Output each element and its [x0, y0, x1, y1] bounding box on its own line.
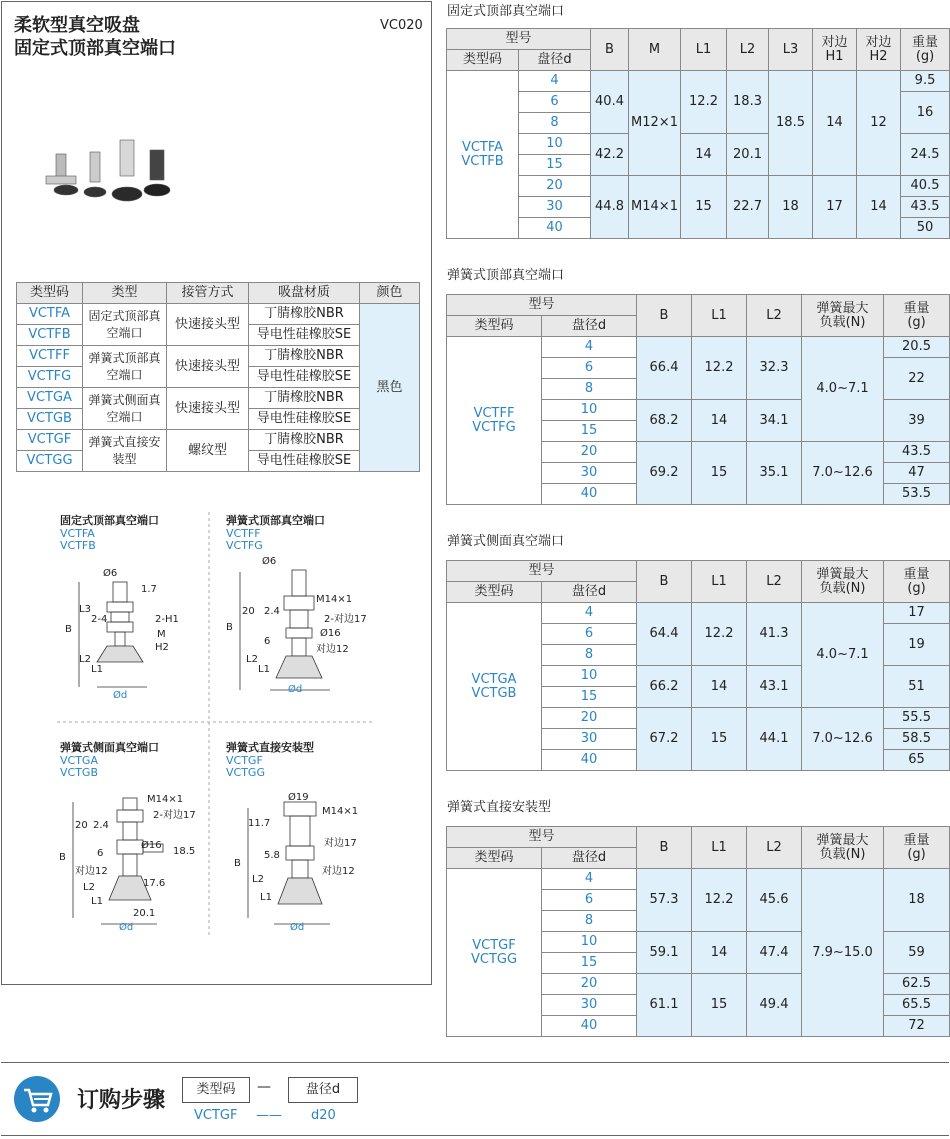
svg-text:2-对边17: 2-对边17	[153, 810, 196, 821]
dia-option[interactable]: 30	[542, 995, 637, 1016]
col-type-code: 类型码	[17, 283, 83, 304]
diagram-spring-direct: 弹簧式直接安装型 VCTGF VCTGG	[226, 741, 314, 779]
svg-text:L2: L2	[252, 874, 264, 885]
svg-text:2.4: 2.4	[93, 820, 109, 831]
svg-text:M14×1: M14×1	[316, 594, 353, 605]
dia-option[interactable]: 20	[542, 708, 637, 729]
svg-text:L3: L3	[79, 604, 91, 615]
svg-text:6: 6	[97, 848, 104, 859]
order-title: 订购步骤	[77, 1088, 166, 1113]
dia-option[interactable]: 30	[519, 197, 591, 218]
selection-table: 类型码 类型 接管方式 吸盘材质 颜色 VCTFA 固定式顶部真空端口 快速接头型 丁腈橡胶NBR 黑色 VCTFB 导电性硅橡胶SE VCTFF 弹簧式顶部真空端口 快速接头型 丁腈橡胶NBR VCTFG 导电性硅橡胶SE VCTGA 弹簧式侧面真空端口 快速接头型 丁腈橡胶NBR VCTGB 导电性硅橡胶SE VCTGF 弹簧式直接安装型 螺纹型 丁腈橡胶NBR VCTGG 导电性硅橡胶SE	[16, 282, 420, 472]
dia-option[interactable]: 20	[542, 442, 637, 463]
svg-text:17.6: 17.6	[143, 878, 166, 889]
dia-option[interactable]: 8	[542, 645, 637, 666]
dia-option[interactable]: 20	[542, 974, 637, 995]
svg-text:2.4: 2.4	[264, 606, 280, 617]
svg-text:Ø16: Ø16	[320, 628, 341, 639]
svg-text:20.1: 20.1	[133, 908, 156, 919]
dia-option[interactable]: 10	[542, 400, 637, 421]
svg-text:L2: L2	[79, 654, 91, 665]
svg-text:L2: L2	[246, 654, 258, 665]
dia-option[interactable]: 15	[542, 953, 637, 974]
code-vctgf[interactable]: VCTGF	[17, 430, 83, 451]
dia-option[interactable]: 8	[542, 379, 637, 400]
svg-text:11.7: 11.7	[248, 818, 271, 829]
code-vctgg[interactable]: VCTGG	[17, 451, 83, 472]
dia-option[interactable]: 30	[542, 729, 637, 750]
drawing-4	[234, 788, 404, 938]
drawing-3	[57, 788, 217, 938]
page-title: 柔软型真空吸盘 固定式顶部真空端口	[14, 15, 176, 59]
code-vctga[interactable]: VCTGA	[17, 388, 83, 409]
svg-text:B: B	[59, 852, 66, 863]
dia-option[interactable]: 10	[542, 666, 637, 687]
dia-option[interactable]: 4	[542, 869, 637, 890]
dia-option[interactable]: 40	[519, 218, 591, 239]
product-photo	[38, 134, 188, 214]
dia-option[interactable]: 6	[542, 624, 637, 645]
dia-option[interactable]: 4	[542, 337, 637, 358]
svg-text:B: B	[234, 858, 241, 869]
svg-text:2-4: 2-4	[91, 614, 108, 625]
svg-text:L1: L1	[91, 896, 103, 907]
svg-text:对边12: 对边12	[316, 644, 349, 655]
order-example-dia: d20	[311, 1108, 336, 1123]
dia-option[interactable]: 40	[542, 750, 637, 771]
svg-text:Ø6: Ø6	[262, 556, 277, 567]
svg-text:M14×1: M14×1	[322, 806, 359, 817]
dia-option[interactable]: 15	[542, 687, 637, 708]
catalog-code: VC020	[380, 18, 423, 33]
svg-text:2-H1: 2-H1	[155, 614, 179, 625]
diagram-spring-side: 弹簧式侧面真空端口 VCTGA VCTGB	[60, 741, 159, 779]
table2-title: 弹簧式顶部真空端口	[447, 268, 565, 283]
svg-text:L1: L1	[91, 664, 103, 675]
svg-text:Ø6: Ø6	[103, 568, 118, 579]
order-example-dash: ——	[256, 1108, 282, 1123]
svg-text:Ød: Ød	[288, 684, 303, 695]
order-example-code: VCTGF	[194, 1108, 238, 1123]
svg-text:Ød: Ød	[119, 922, 134, 933]
dia-option[interactable]: 10	[519, 134, 591, 155]
cart-icon	[13, 1075, 61, 1123]
svg-text:对边12: 对边12	[75, 866, 108, 877]
dia-option[interactable]: 40	[542, 1016, 637, 1037]
svg-text:M14×1: M14×1	[147, 794, 184, 805]
table-fixed-top: 型号 B M L1 L2 L3 对边 H1 对边 H2 重量 (g) 类型码 盘径d VCTFA VCTFB 4 40.4 M12×1 12.2 18.3 18.5 14 12 9.5 6 16 8 10 42.2 14 20.1 24.5 15 20 44.8 M14×1 15 22.7 18 17 14 40.5 30 43.5 40 50	[446, 28, 950, 239]
svg-text:B: B	[226, 622, 233, 633]
dia-option[interactable]: 15	[519, 155, 591, 176]
svg-text:2-对边17: 2-对边17	[324, 614, 367, 625]
code-vctfg[interactable]: VCTFG	[17, 367, 83, 388]
order-box-dia: 盘径d	[288, 1077, 358, 1103]
svg-text:1.7: 1.7	[141, 584, 157, 595]
dia-option[interactable]: 40	[542, 484, 637, 505]
svg-text:6: 6	[264, 636, 271, 647]
svg-text:M: M	[157, 629, 166, 640]
dia-option[interactable]: 15	[542, 421, 637, 442]
code-vctgb[interactable]: VCTGB	[17, 409, 83, 430]
code-vctfa[interactable]: VCTFA	[17, 304, 83, 325]
dia-option[interactable]: 8	[519, 113, 591, 134]
code-vctff[interactable]: VCTFF	[17, 346, 83, 367]
table-spring-direct: 型号 B L1 L2 弹簧最大 负载(N) 重量 (g) 类型码 盘径d VCTGF VCTGG 4 57.3 12.2 45.6 7.9~15.0 18 6 8 10 59.1 14 47.4 59 15 20 61.1 15 49.4 62.5 30 65.5 40 72	[446, 826, 950, 1037]
dia-option[interactable]: 8	[542, 911, 637, 932]
svg-text:20: 20	[75, 820, 88, 831]
svg-text:Ø19: Ø19	[288, 792, 309, 803]
svg-text:B: B	[65, 624, 72, 635]
left-panel	[1, 1, 432, 985]
diagram-fixed-top: 固定式顶部真空端口 VCTFA VCTFB	[60, 514, 159, 552]
dia-option[interactable]: 6	[542, 358, 637, 379]
table3-title: 弹簧式侧面真空端口	[447, 534, 565, 549]
order-box-type: 类型码	[182, 1077, 250, 1103]
svg-text:5.8: 5.8	[264, 850, 280, 861]
svg-text:L1: L1	[258, 664, 270, 675]
svg-text:H2: H2	[155, 642, 169, 653]
table-spring-side: 型号 B L1 L2 弹簧最大 负载(N) 重量 (g) 类型码 盘径d VCTGA VCTGB 4 64.4 12.2 41.3 4.0~7.1 17 6 19 8 10 66.2 14 43.1 51 15 20 67.2 15 44.1 7.0~12.6 55.5 30 58.5 40 65	[446, 560, 950, 771]
table-spring-top: 型号 B L1 L2 弹簧最大 负载(N) 重量 (g) 类型码 盘径d VCTFF VCTFG 4 66.4 12.2 32.3 4.0~7.1 20.5 6 22 8 10 68.2 14 34.1 39 15 20 69.2 15 35.1 7.0~12.6 43.5 30 47 40 53.5	[446, 294, 950, 505]
drawing-2	[220, 550, 390, 700]
drawing-1	[57, 562, 197, 702]
svg-text:Ø16: Ø16	[141, 840, 162, 851]
svg-text:20: 20	[242, 606, 255, 617]
svg-text:对边17: 对边17	[324, 838, 357, 849]
svg-text:Ød: Ød	[290, 922, 305, 933]
dia-option[interactable]: 10	[542, 932, 637, 953]
dia-option[interactable]: 4	[519, 71, 591, 92]
svg-text:18.5: 18.5	[173, 846, 196, 857]
dia-option[interactable]: 20	[519, 176, 591, 197]
dia-option[interactable]: 6	[542, 890, 637, 911]
table1-title: 固定式顶部真空端口	[447, 4, 565, 19]
svg-text:L1: L1	[260, 892, 272, 903]
code-vctfb[interactable]: VCTFB	[17, 325, 83, 346]
svg-text:Ød: Ød	[113, 690, 128, 701]
svg-text:对边12: 对边12	[322, 866, 355, 877]
order-dash: —	[257, 1079, 271, 1095]
dia-option[interactable]: 30	[542, 463, 637, 484]
svg-text:L2: L2	[83, 882, 95, 893]
order-steps	[1, 1062, 949, 1136]
dia-option[interactable]: 4	[542, 603, 637, 624]
dia-option[interactable]: 6	[519, 92, 591, 113]
table4-title: 弹簧式直接安装型	[447, 800, 552, 815]
diagram-spring-top: 弹簧式顶部真空端口 VCTFF VCTFG	[226, 514, 325, 552]
